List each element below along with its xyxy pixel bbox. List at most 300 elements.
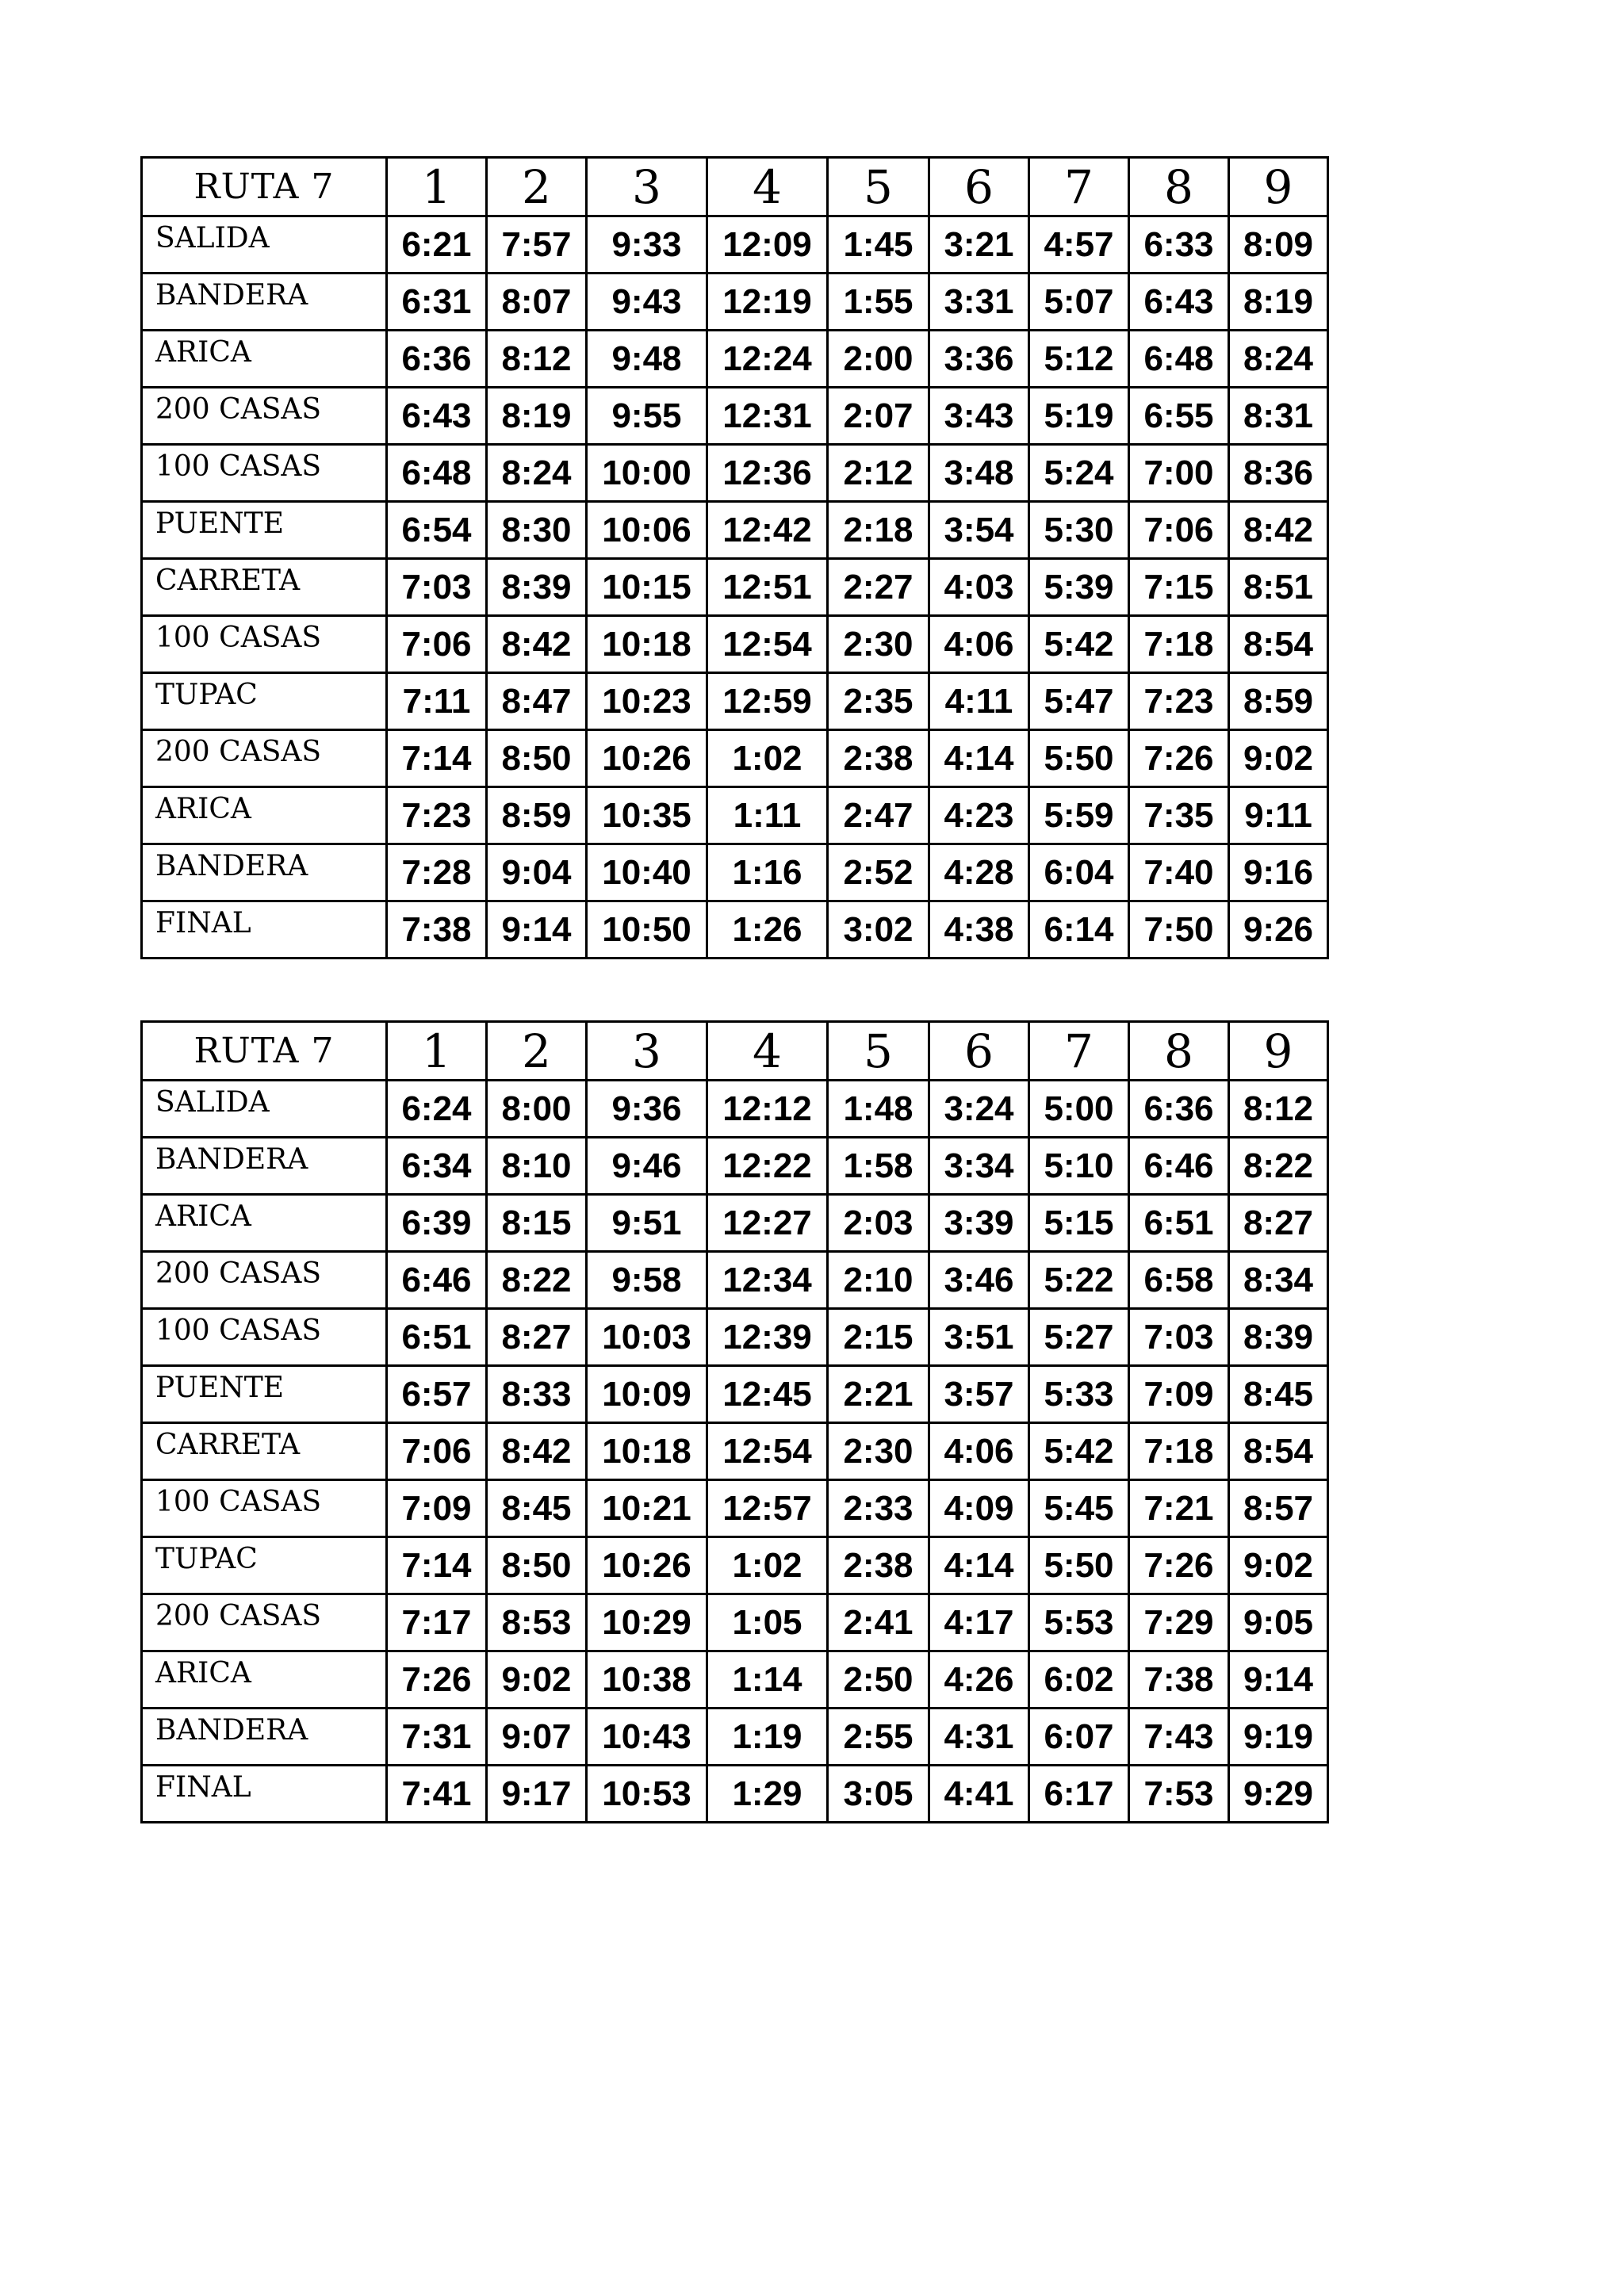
time-cell: 2:30 [828,616,929,673]
stop-name: ARICA [142,1195,387,1252]
time-cell: 8:19 [487,388,587,445]
time-cell: 4:14 [929,730,1029,787]
stop-name: 200 CASAS [142,388,387,445]
time-cell: 3:24 [929,1081,1029,1138]
time-cell: 8:12 [1229,1081,1328,1138]
time-cell: 5:50 [1029,730,1129,787]
time-cell: 4:06 [929,1423,1029,1480]
trip-number-header: 5 [828,158,929,216]
stop-name: 100 CASAS [142,1309,387,1366]
time-cell: 8:42 [1229,502,1328,559]
time-cell: 10:06 [587,502,707,559]
time-cell: 6:34 [387,1138,487,1195]
time-cell: 7:03 [1129,1309,1229,1366]
time-cell: 7:00 [1129,445,1229,502]
time-cell: 10:29 [587,1594,707,1651]
time-cell: 5:24 [1029,445,1129,502]
time-cell: 5:30 [1029,502,1129,559]
time-cell: 2:15 [828,1309,929,1366]
time-cell: 7:18 [1129,1423,1229,1480]
time-cell: 6:21 [387,216,487,274]
time-cell: 8:10 [487,1138,587,1195]
time-cell: 8:59 [487,787,587,844]
time-cell: 8:51 [1229,559,1328,616]
time-cell: 5:59 [1029,787,1129,844]
time-cell: 7:09 [387,1480,487,1537]
stop-name: BANDERA [142,1138,387,1195]
time-cell: 5:19 [1029,388,1129,445]
table-row [142,1195,1328,1252]
time-cell: 5:33 [1029,1366,1129,1423]
time-cell: 3:36 [929,331,1029,388]
time-cell: 7:29 [1129,1594,1229,1651]
time-cell: 9:26 [1229,901,1328,959]
time-cell: 7:03 [387,559,487,616]
time-cell: 9:05 [1229,1594,1328,1651]
stop-name: SALIDA [142,216,387,274]
time-cell: 8:39 [1229,1309,1328,1366]
time-cell: 4:03 [929,559,1029,616]
time-cell: 6:48 [387,445,487,502]
time-cell: 6:51 [1129,1195,1229,1252]
time-cell: 8:57 [1229,1480,1328,1537]
time-cell: 8:07 [487,274,587,331]
time-cell: 3:43 [929,388,1029,445]
time-cell: 1:11 [707,787,828,844]
time-cell: 6:33 [1129,216,1229,274]
time-cell: 5:53 [1029,1594,1129,1651]
time-cell: 10:50 [587,901,707,959]
time-cell: 1:16 [707,844,828,901]
time-cell: 6:14 [1029,901,1129,959]
time-cell: 1:19 [707,1709,828,1766]
stop-name: BANDERA [142,274,387,331]
stop-name: ARICA [142,1651,387,1709]
stop-name: 200 CASAS [142,1252,387,1309]
time-cell: 4:11 [929,673,1029,730]
time-cell: 5:00 [1029,1081,1129,1138]
time-cell: 3:39 [929,1195,1029,1252]
trip-number-header: 4 [707,158,828,216]
time-cell: 5:12 [1029,331,1129,388]
time-cell: 4:41 [929,1766,1029,1823]
table-row [142,901,1328,959]
time-cell: 9:36 [587,1081,707,1138]
table-row [142,274,1328,331]
time-cell: 2:27 [828,559,929,616]
time-cell: 3:54 [929,502,1029,559]
time-cell: 5:42 [1029,1423,1129,1480]
time-cell: 2:41 [828,1594,929,1651]
table-row [142,445,1328,502]
time-cell: 9:29 [1229,1766,1328,1823]
time-cell: 8:33 [487,1366,587,1423]
time-cell: 1:55 [828,274,929,331]
time-cell: 12:19 [707,274,828,331]
time-cell: 8:24 [1229,331,1328,388]
time-cell: 2:38 [828,1537,929,1594]
table-row [142,616,1328,673]
time-cell: 7:26 [387,1651,487,1709]
time-cell: 3:31 [929,274,1029,331]
time-cell: 8:47 [487,673,587,730]
time-cell: 8:59 [1229,673,1328,730]
trip-number-header: 1 [387,158,487,216]
time-cell: 2:55 [828,1709,929,1766]
time-cell: 4:38 [929,901,1029,959]
table-row [142,673,1328,730]
time-cell: 8:42 [487,616,587,673]
time-cell: 6:46 [1129,1138,1229,1195]
trip-number-header: 6 [929,1022,1029,1081]
table-row [142,1081,1328,1138]
time-cell: 7:09 [1129,1366,1229,1423]
table-row [142,844,1328,901]
time-cell: 12:54 [707,1423,828,1480]
time-cell: 12:34 [707,1252,828,1309]
time-cell: 3:21 [929,216,1029,274]
time-cell: 8:36 [1229,445,1328,502]
time-cell: 8:34 [1229,1252,1328,1309]
table-row [142,1366,1328,1423]
trip-number-header: 4 [707,1022,828,1081]
time-cell: 3:48 [929,445,1029,502]
time-cell: 10:15 [587,559,707,616]
time-cell: 3:34 [929,1138,1029,1195]
time-cell: 7:23 [387,787,487,844]
time-cell: 6:24 [387,1081,487,1138]
time-cell: 1:58 [828,1138,929,1195]
time-cell: 10:26 [587,730,707,787]
time-cell: 5:15 [1029,1195,1129,1252]
time-cell: 9:19 [1229,1709,1328,1766]
time-cell: 4:06 [929,616,1029,673]
time-cell: 7:50 [1129,901,1229,959]
table-row [142,216,1328,274]
time-cell: 10:53 [587,1766,707,1823]
time-cell: 4:57 [1029,216,1129,274]
time-cell: 2:33 [828,1480,929,1537]
time-cell: 10:43 [587,1709,707,1766]
time-cell: 9:14 [487,901,587,959]
time-cell: 7:06 [387,616,487,673]
time-cell: 4:17 [929,1594,1029,1651]
time-cell: 2:10 [828,1252,929,1309]
stop-name: 100 CASAS [142,1480,387,1537]
time-cell: 7:38 [1129,1651,1229,1709]
time-cell: 7:11 [387,673,487,730]
time-cell: 9:14 [1229,1651,1328,1709]
time-cell: 8:31 [1229,388,1328,445]
time-cell: 12:31 [707,388,828,445]
trip-number-header: 9 [1229,158,1328,216]
time-cell: 6:17 [1029,1766,1129,1823]
time-cell: 5:27 [1029,1309,1129,1366]
time-cell: 8:54 [1229,1423,1328,1480]
time-cell: 6:58 [1129,1252,1229,1309]
trip-number-header: 8 [1129,1022,1229,1081]
time-cell: 12:22 [707,1138,828,1195]
time-cell: 7:14 [387,730,487,787]
stop-name: FINAL [142,901,387,959]
time-cell: 6:07 [1029,1709,1129,1766]
stop-name: ARICA [142,331,387,388]
time-cell: 1:02 [707,730,828,787]
time-cell: 7:31 [387,1709,487,1766]
time-cell: 2:12 [828,445,929,502]
time-cell: 8:30 [487,502,587,559]
time-cell: 7:06 [387,1423,487,1480]
stop-name: TUPAC [142,1537,387,1594]
time-cell: 7:26 [1129,1537,1229,1594]
time-cell: 12:57 [707,1480,828,1537]
stop-name: 100 CASAS [142,445,387,502]
time-cell: 6:04 [1029,844,1129,901]
time-cell: 10:23 [587,673,707,730]
stop-name: 200 CASAS [142,730,387,787]
time-cell: 7:23 [1129,673,1229,730]
time-cell: 10:35 [587,787,707,844]
time-cell: 8:19 [1229,274,1328,331]
time-cell: 12:39 [707,1309,828,1366]
time-cell: 9:02 [1229,730,1328,787]
stop-name: FINAL [142,1766,387,1823]
table-row [142,388,1328,445]
time-cell: 8:45 [1229,1366,1328,1423]
stop-name: 100 CASAS [142,616,387,673]
time-cell: 6:48 [1129,331,1229,388]
time-cell: 3:05 [828,1766,929,1823]
time-cell: 5:39 [1029,559,1129,616]
table-row [142,1766,1328,1823]
time-cell: 2:47 [828,787,929,844]
time-cell: 5:07 [1029,274,1129,331]
time-cell: 9:51 [587,1195,707,1252]
time-cell: 9:48 [587,331,707,388]
time-cell: 9:46 [587,1138,707,1195]
time-cell: 3:51 [929,1309,1029,1366]
time-cell: 6:39 [387,1195,487,1252]
time-cell: 7:53 [1129,1766,1229,1823]
time-cell: 1:29 [707,1766,828,1823]
stop-name: 200 CASAS [142,1594,387,1651]
time-cell: 5:42 [1029,616,1129,673]
time-cell: 6:43 [387,388,487,445]
trip-number-header: 7 [1029,158,1129,216]
time-cell: 8:12 [487,331,587,388]
time-cell: 6:36 [1129,1081,1229,1138]
table-row [142,1423,1328,1480]
time-cell: 12:59 [707,673,828,730]
trip-number-header: 2 [487,158,587,216]
time-cell: 6:36 [387,331,487,388]
time-cell: 5:22 [1029,1252,1129,1309]
time-cell: 7:21 [1129,1480,1229,1537]
table-row [142,1709,1328,1766]
time-cell: 6:55 [1129,388,1229,445]
time-cell: 7:41 [387,1766,487,1823]
time-cell: 2:52 [828,844,929,901]
time-cell: 7:26 [1129,730,1229,787]
time-cell: 9:04 [487,844,587,901]
time-cell: 8:50 [487,1537,587,1594]
time-cell: 9:43 [587,274,707,331]
trip-number-header: 1 [387,1022,487,1081]
table-row [142,1309,1328,1366]
table-row [142,1138,1328,1195]
time-cell: 10:09 [587,1366,707,1423]
time-cell: 2:30 [828,1423,929,1480]
time-cell: 10:18 [587,616,707,673]
time-cell: 6:57 [387,1366,487,1423]
time-cell: 8:22 [1229,1138,1328,1195]
time-cell: 2:00 [828,331,929,388]
time-cell: 12:27 [707,1195,828,1252]
table-row [142,1252,1328,1309]
time-cell: 7:14 [387,1537,487,1594]
time-cell: 10:26 [587,1537,707,1594]
time-cell: 7:35 [1129,787,1229,844]
time-cell: 8:27 [487,1309,587,1366]
time-cell: 9:16 [1229,844,1328,901]
time-cell: 8:45 [487,1480,587,1537]
time-cell: 8:50 [487,730,587,787]
table-row [142,1480,1328,1537]
trip-number-header: 3 [587,1022,707,1081]
time-cell: 7:40 [1129,844,1229,901]
time-cell: 6:51 [387,1309,487,1366]
table-row [142,1594,1328,1651]
time-cell: 2:18 [828,502,929,559]
time-cell: 2:21 [828,1366,929,1423]
time-cell: 7:17 [387,1594,487,1651]
time-cell: 6:43 [1129,274,1229,331]
table-row [142,787,1328,844]
time-cell: 12:42 [707,502,828,559]
table-header-row [142,158,1328,216]
stop-name: PUENTE [142,1366,387,1423]
schedule-table-1 [140,156,1329,959]
time-cell: 7:18 [1129,616,1229,673]
time-cell: 9:58 [587,1252,707,1309]
time-cell: 2:07 [828,388,929,445]
time-cell: 12:12 [707,1081,828,1138]
table-row [142,502,1328,559]
time-cell: 9:17 [487,1766,587,1823]
trip-number-header: 9 [1229,1022,1328,1081]
time-cell: 10:18 [587,1423,707,1480]
time-cell: 10:21 [587,1480,707,1537]
time-cell: 8:24 [487,445,587,502]
time-cell: 9:02 [487,1651,587,1709]
time-cell: 12:24 [707,331,828,388]
time-cell: 1:45 [828,216,929,274]
table-header-row [142,1022,1328,1081]
time-cell: 1:05 [707,1594,828,1651]
time-cell: 4:14 [929,1537,1029,1594]
time-cell: 1:02 [707,1537,828,1594]
time-cell: 7:38 [387,901,487,959]
trip-number-header: 8 [1129,158,1229,216]
time-cell: 7:57 [487,216,587,274]
time-cell: 3:46 [929,1252,1029,1309]
time-cell: 8:09 [1229,216,1328,274]
time-cell: 4:09 [929,1480,1029,1537]
time-cell: 7:28 [387,844,487,901]
table-row [142,1651,1328,1709]
time-cell: 1:48 [828,1081,929,1138]
time-cell: 12:45 [707,1366,828,1423]
time-cell: 10:03 [587,1309,707,1366]
time-cell: 9:02 [1229,1537,1328,1594]
stop-name: ARICA [142,787,387,844]
stop-name: BANDERA [142,1709,387,1766]
stop-name: CARRETA [142,559,387,616]
table-row [142,1537,1328,1594]
time-cell: 2:50 [828,1651,929,1709]
table-row [142,730,1328,787]
time-cell: 4:31 [929,1709,1029,1766]
time-cell: 9:33 [587,216,707,274]
stop-name: CARRETA [142,1423,387,1480]
time-cell: 8:54 [1229,616,1328,673]
time-cell: 8:27 [1229,1195,1328,1252]
trip-number-header: 5 [828,1022,929,1081]
trip-number-header: 7 [1029,1022,1129,1081]
time-cell: 10:40 [587,844,707,901]
time-cell: 2:03 [828,1195,929,1252]
time-cell: 12:09 [707,216,828,274]
time-cell: 8:42 [487,1423,587,1480]
table-row [142,559,1328,616]
time-cell: 6:46 [387,1252,487,1309]
time-cell: 8:15 [487,1195,587,1252]
time-cell: 5:45 [1029,1480,1129,1537]
stop-name: PUENTE [142,502,387,559]
time-cell: 1:14 [707,1651,828,1709]
time-cell: 6:54 [387,502,487,559]
time-cell: 10:00 [587,445,707,502]
trip-number-header: 2 [487,1022,587,1081]
time-cell: 6:02 [1029,1651,1129,1709]
time-cell: 2:38 [828,730,929,787]
time-cell: 7:06 [1129,502,1229,559]
trip-number-header: 3 [587,158,707,216]
time-cell: 8:00 [487,1081,587,1138]
schedule-table-2 [140,1020,1329,1823]
table-row [142,331,1328,388]
time-cell: 6:31 [387,274,487,331]
time-cell: 4:28 [929,844,1029,901]
time-cell: 3:02 [828,901,929,959]
time-cell: 5:50 [1029,1537,1129,1594]
time-cell: 8:22 [487,1252,587,1309]
time-cell: 9:55 [587,388,707,445]
time-cell: 5:10 [1029,1138,1129,1195]
time-cell: 7:15 [1129,559,1229,616]
time-cell: 5:47 [1029,673,1129,730]
stop-name: SALIDA [142,1081,387,1138]
time-cell: 12:51 [707,559,828,616]
time-cell: 3:57 [929,1366,1029,1423]
time-cell: 4:26 [929,1651,1029,1709]
time-cell: 12:54 [707,616,828,673]
time-cell: 1:26 [707,901,828,959]
route-title: RUTA 7 [142,1022,387,1081]
route-title: RUTA 7 [142,158,387,216]
time-cell: 8:39 [487,559,587,616]
time-cell: 12:36 [707,445,828,502]
